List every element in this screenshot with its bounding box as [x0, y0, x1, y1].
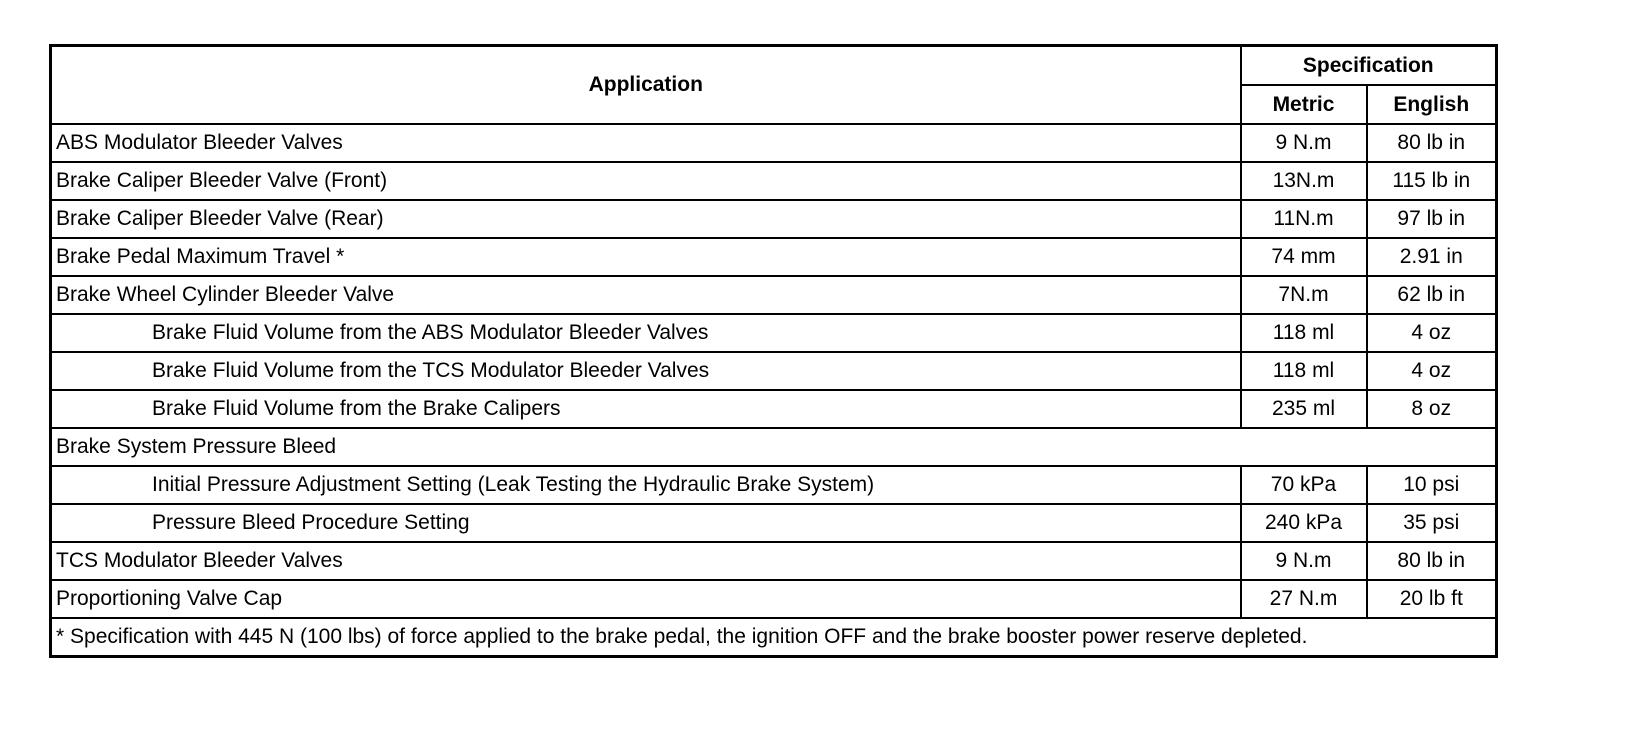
- row-english: 10 psi: [1367, 466, 1497, 504]
- row-metric: 9 N.m: [1241, 124, 1367, 162]
- row-english: 20 lb ft: [1367, 580, 1497, 618]
- row-metric: 235 ml: [1241, 390, 1367, 428]
- table-row: [51, 162, 1497, 200]
- row-label: Brake Caliper Bleeder Valve (Front): [51, 162, 1241, 200]
- row-label: Brake Pedal Maximum Travel *: [51, 238, 1241, 276]
- section-label: Brake System Pressure Bleed: [51, 428, 1497, 466]
- row-metric: 240 kPa: [1241, 504, 1367, 542]
- table-body: [51, 124, 1497, 657]
- section-row: [51, 428, 1497, 466]
- row-metric: 27 N.m: [1241, 580, 1367, 618]
- footnote-row: [51, 618, 1497, 657]
- row-label: Brake Caliper Bleeder Valve (Rear): [51, 200, 1241, 238]
- row-label: ABS Modulator Bleeder Valves: [51, 124, 1241, 162]
- table-row: [51, 238, 1497, 276]
- row-metric: 70 kPa: [1241, 466, 1367, 504]
- footnote: * Specification with 445 N (100 lbs) of force applied to the brake pedal, the ignition OFF and the brake booster power reserve depleted.: [51, 618, 1497, 657]
- row-english: 115 lb in: [1367, 162, 1497, 200]
- row-metric: 118 ml: [1241, 314, 1367, 352]
- metric-header: Metric: [1241, 85, 1367, 124]
- row-english: 8 oz: [1367, 390, 1497, 428]
- row-english: 2.91 in: [1367, 238, 1497, 276]
- header-row-top: [51, 46, 1497, 86]
- table-row: [51, 314, 1497, 352]
- table-row: [51, 352, 1497, 390]
- table-row: [51, 390, 1497, 428]
- row-metric: 9 N.m: [1241, 542, 1367, 580]
- table-row: [51, 580, 1497, 618]
- specification-table: [49, 44, 1498, 658]
- table-row: [51, 542, 1497, 580]
- table-row: [51, 504, 1497, 542]
- row-label: Brake Wheel Cylinder Bleeder Valve: [51, 276, 1241, 314]
- table-row: [51, 466, 1497, 504]
- row-label: Brake Fluid Volume from the Brake Calipers: [51, 390, 1241, 428]
- row-label: Pressure Bleed Procedure Setting: [51, 504, 1241, 542]
- row-metric: 74 mm: [1241, 238, 1367, 276]
- row-metric: 118 ml: [1241, 352, 1367, 390]
- row-english: 4 oz: [1367, 314, 1497, 352]
- application-header: Application: [51, 46, 1241, 125]
- table-row: [51, 124, 1497, 162]
- row-label: Brake Fluid Volume from the TCS Modulator Bleeder Valves: [51, 352, 1241, 390]
- row-english: 62 lb in: [1367, 276, 1497, 314]
- row-label: Brake Fluid Volume from the ABS Modulator Bleeder Valves: [51, 314, 1241, 352]
- row-english: 97 lb in: [1367, 200, 1497, 238]
- specification-header: Specification: [1241, 46, 1497, 86]
- row-metric: 13N.m: [1241, 162, 1367, 200]
- row-metric: 7N.m: [1241, 276, 1367, 314]
- english-header: English: [1367, 85, 1497, 124]
- row-english: 35 psi: [1367, 504, 1497, 542]
- row-label: Proportioning Valve Cap: [51, 580, 1241, 618]
- row-english: 80 lb in: [1367, 542, 1497, 580]
- row-english: 4 oz: [1367, 352, 1497, 390]
- table-row: [51, 200, 1497, 238]
- row-metric: 11N.m: [1241, 200, 1367, 238]
- row-label: Initial Pressure Adjustment Setting (Leak Testing the Hydraulic Brake System): [51, 466, 1241, 504]
- row-english: 80 lb in: [1367, 124, 1497, 162]
- row-label: TCS Modulator Bleeder Valves: [51, 542, 1241, 580]
- table-row: [51, 276, 1497, 314]
